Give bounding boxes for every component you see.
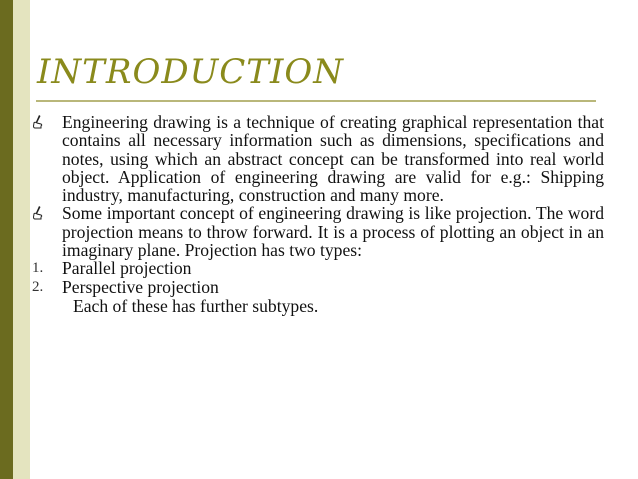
numbered-item bbox=[32, 278, 604, 296]
title-divider bbox=[36, 100, 596, 102]
subtypes-note: Each of these has further subtypes. bbox=[73, 295, 319, 316]
bullet-item bbox=[32, 113, 604, 204]
slide-body bbox=[32, 113, 604, 315]
left-accent-bar-dark bbox=[0, 0, 13, 479]
bullet-item bbox=[32, 204, 604, 259]
list-number: 2. bbox=[32, 278, 44, 295]
slide-title: INTRODUCTION bbox=[37, 52, 344, 92]
numbered-text: Parallel projection bbox=[62, 258, 192, 279]
bullet-text: Some important concept of engineering drawing is like projection. The word projection means to throw forward. It is a process of plotting an object in an imaginary plane. Projection has two types: bbox=[62, 203, 604, 261]
numbered-text: Perspective projection bbox=[62, 276, 219, 297]
numbered-item bbox=[32, 259, 604, 277]
left-accent-bar-light bbox=[13, 0, 30, 479]
list-number: 1. bbox=[32, 260, 44, 277]
bullet-text: Engineering drawing is a technique of creating graphical representation that contains all necessary information such as dimensions, specifications and notes, using which an abstract concept can be transformed into real world object. Application of engineering drawing are valid for e.g.: Shipping industry, manufacturing, construction and many more. bbox=[62, 112, 604, 206]
